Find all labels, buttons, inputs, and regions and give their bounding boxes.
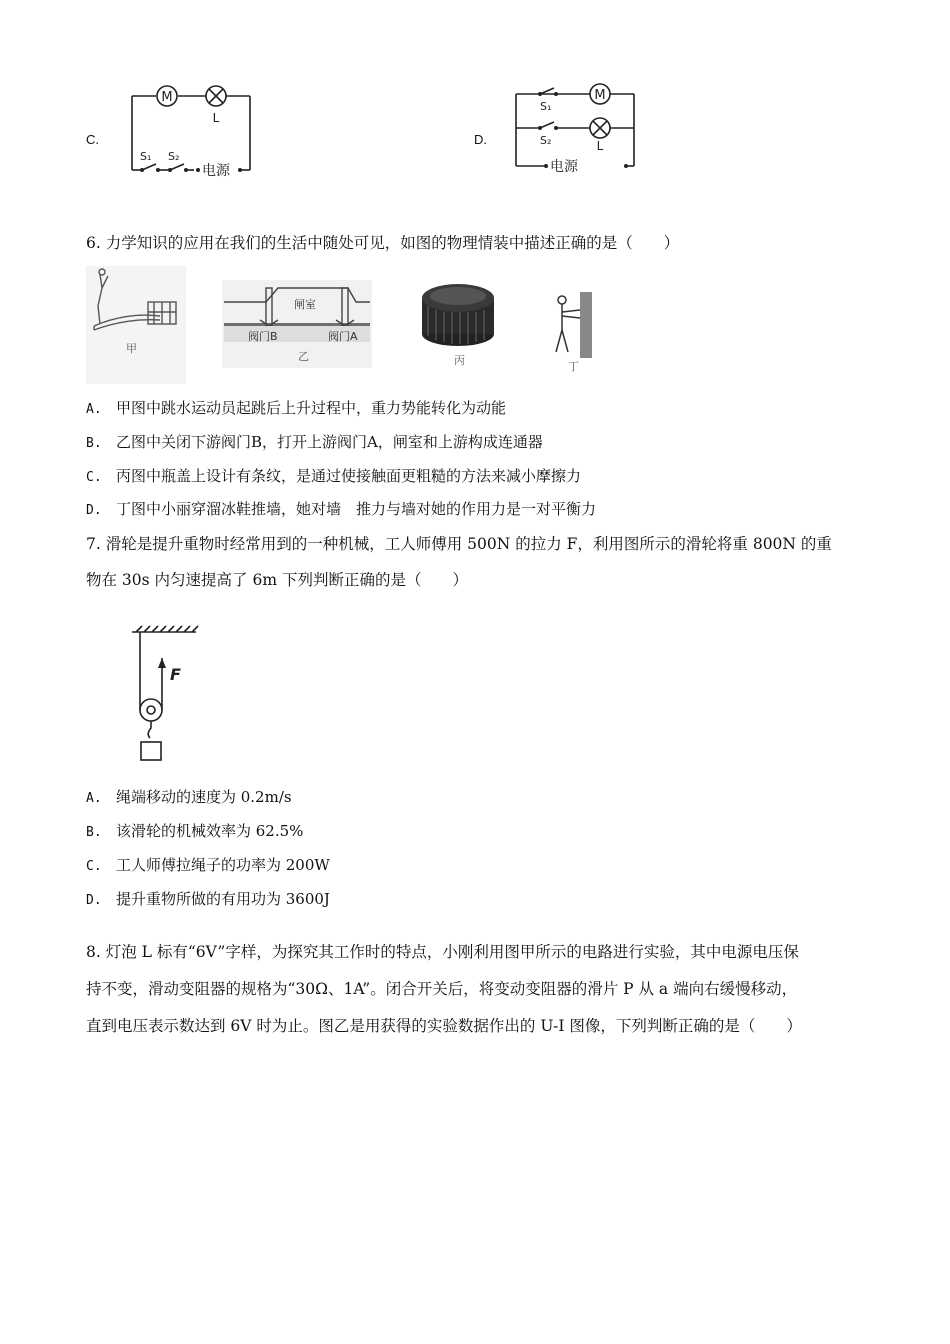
- switch-s2-icon: [170, 164, 184, 170]
- q6-option-d-text: 丁图中小丽穿溜冰鞋推墙，她对墙 推力与墙对她的作用力是一对平衡力: [115, 500, 596, 518]
- q7-option-a-key: A.: [86, 791, 102, 806]
- fig-label-valve-a: 阀门A: [328, 330, 358, 343]
- switch-s1-icon: [540, 88, 554, 94]
- fig-label-jia: 甲: [126, 342, 137, 355]
- pulley-wheel-icon: [140, 699, 162, 721]
- s2-label: S₂: [168, 150, 180, 163]
- fig-label-valve-b: 阀门B: [248, 330, 278, 343]
- q6-option-b[interactable]: [86, 432, 543, 454]
- fig-label-ding: 丁: [568, 360, 579, 373]
- q6-option-a-key: A.: [86, 402, 102, 417]
- fig-label-bing: 丙: [454, 354, 465, 367]
- q6-stem: 6. 力学知识的应用在我们的生活中随处可见，如图的物理情装中描述正确的是（ ）: [86, 234, 680, 252]
- q6-option-c[interactable]: [86, 466, 581, 488]
- fig-label-lock-chamber: 闸室: [294, 298, 316, 311]
- q6-option-b-text: 乙图中关闭下游阀门B，打开上游阀门A，闸室和上游构成连通器: [115, 433, 543, 451]
- q7-option-d[interactable]: [86, 889, 330, 911]
- lamp-label: L: [212, 111, 220, 125]
- q7-option-b-text: 该滑轮的机械效率为 62.5%: [115, 822, 304, 840]
- q7-option-c-text: 工人师傅拉绳子的功率为 200W: [115, 856, 330, 874]
- q6-figure-ding: [550, 290, 596, 376]
- q7-option-d-key: D.: [86, 893, 102, 908]
- q7-option-b[interactable]: [86, 821, 303, 843]
- q8-line2: 持不变，滑动变阻器的规格为“30Ω、1A”。闭合开关后，将变动变阻器的滑片 P 从 a 端向右缓慢移动，: [86, 980, 798, 998]
- q6-option-a-text: 甲图中跳水运动员起跳后上升过程中，重力势能转化为动能: [115, 399, 506, 417]
- s1-label: S₁: [540, 100, 552, 113]
- power-source-label: 电源: [202, 163, 230, 179]
- s2-label: S₂: [540, 134, 552, 147]
- q6-option-a[interactable]: [86, 398, 506, 420]
- q8-line1: 8. 灯泡 L 标有“6V”字样，为探究其工作时的特点，小刚利用图甲所示的电路进行实验，其中电源电压保: [86, 943, 799, 961]
- q7-option-a[interactable]: [86, 787, 292, 809]
- motor-symbol: M: [161, 90, 173, 105]
- fig-label-yi: 乙: [298, 350, 309, 363]
- circuit-c-diagram: [122, 80, 262, 185]
- q6-option-b-key: B.: [86, 436, 102, 451]
- circuit-d-diagram: [508, 78, 644, 183]
- q8-line3: 直到电压表示数达到 6V 时为止。图乙是用获得的实验数据作出的 U-I 图像，下列判断正确的是（ ）: [86, 1017, 802, 1035]
- q6-figure-jia: [86, 266, 186, 384]
- s1-label: S₁: [140, 150, 152, 163]
- switch-s2-icon: [540, 122, 554, 128]
- option-d-label: D.: [474, 132, 487, 147]
- q7-option-c[interactable]: [86, 855, 330, 877]
- q7-option-a-text: 绳端移动的速度为 0.2m/s: [115, 788, 292, 806]
- lamp-label: L: [596, 139, 604, 153]
- q6-figure-bing: [418, 276, 500, 370]
- force-arrow-icon: [158, 658, 166, 668]
- q7-stem-line2: 物在 30s 内匀速提高了 6m 下列判断正确的是（ ）: [86, 571, 468, 589]
- option-c-label: C.: [86, 132, 99, 147]
- q6-option-d[interactable]: [86, 499, 596, 521]
- q6-option-c-key: C.: [86, 470, 102, 485]
- q7-pulley-figure: [126, 624, 206, 770]
- weight-block-icon: [141, 742, 161, 760]
- q7-stem-line1: 7. 滑轮是提升重物时经常用到的一种机械，工人师傅用 500N 的拉力 F，利用图所示的滑轮将重 800N 的重: [86, 535, 832, 553]
- q7-option-c-key: C.: [86, 859, 102, 874]
- power-source-label: 电源: [550, 159, 578, 175]
- q6-option-c-text: 丙图中瓶盖上设计有条纹，是通过使接触面更粗糙的方法来减小摩擦力: [115, 467, 581, 485]
- q6-figure-yi: [222, 280, 372, 368]
- q7-option-b-key: B.: [86, 825, 102, 840]
- q6-option-d-key: D.: [86, 503, 102, 518]
- switch-s1-icon: [142, 164, 156, 170]
- force-label: F: [170, 665, 181, 684]
- motor-symbol: M: [594, 88, 606, 103]
- q7-option-d-text: 提升重物所做的有用功为 3600J: [115, 890, 330, 908]
